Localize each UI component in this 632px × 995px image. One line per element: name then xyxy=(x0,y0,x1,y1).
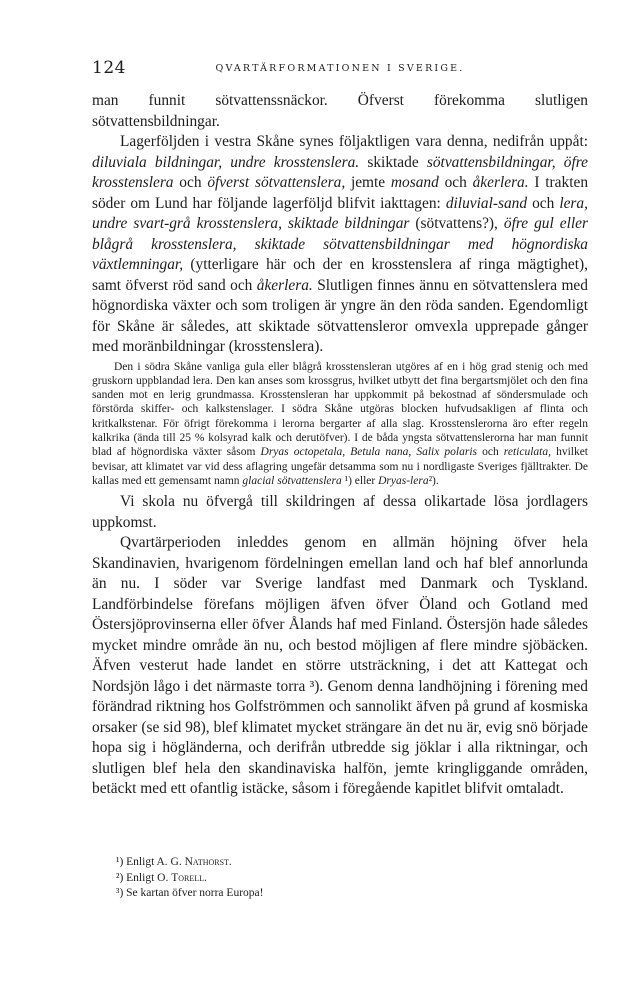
para2-italic-p: öfre gul eller blågrå krosstenslera, skiktade sötvattensbildningar med högnordiska växtlemningar, xyxy=(92,215,588,273)
footnote-3 xyxy=(116,886,576,902)
note-italic-j: Dryas-lera xyxy=(378,474,429,487)
note-italic-c: Dryas octopetala, Betula nana, Salix polaris xyxy=(260,446,477,459)
para2-italic-j: åkerlera. xyxy=(472,174,529,191)
footnote-text: Enligt A. G. xyxy=(126,856,182,868)
note-ref-k: ²). xyxy=(428,474,439,487)
small-print-note xyxy=(92,360,588,489)
para2-text-a: Lagerföljden i vestra Skåne synes följaktligen vara denna, nedifrån uppåt: xyxy=(120,133,588,150)
para2-text-i: och xyxy=(444,174,467,191)
para2-text-c: skiktade xyxy=(367,153,419,171)
para2-italic-b: diluviala bildningar, undre krosstenslera. xyxy=(92,153,360,171)
para2-italic-f: öfverst sötvattenslera, xyxy=(207,174,346,191)
para2-text-k: I trakten söder om Lund har följande lagerföljd blifvit iakttagen: xyxy=(92,174,589,212)
para2-italic-l: diluvial-sand xyxy=(445,194,528,212)
note-ref-h: ¹) xyxy=(344,474,352,487)
page-number: 124 xyxy=(92,58,126,78)
footnote-2 xyxy=(116,871,576,887)
footnote-mark: ³) xyxy=(116,887,124,899)
note-text-b: kolsyrad kalk och derutöfver). I de båda yngsta sötvattenslerorna har man funnit blad af högnordiska växter såsom xyxy=(92,431,588,459)
footnotes xyxy=(116,855,576,902)
para2-italic-h: mosand xyxy=(390,174,439,191)
paragraph-3: Vi skola nu öfvergå till skildringen af dessa olikartade lösa jordlagers uppkomst. xyxy=(92,493,588,531)
para2-text-e: och xyxy=(179,174,202,191)
footnote-1 xyxy=(116,855,576,871)
para2-text-m: och xyxy=(532,194,555,212)
footnote-mark: ²) xyxy=(116,871,124,884)
note-italic-g: glacial sötvattenslera xyxy=(242,474,342,487)
footnote-text: Se kartan öfver norra Europa! xyxy=(126,887,264,899)
para2-text-g: jemte xyxy=(350,174,386,191)
paragraph-2 xyxy=(92,132,588,358)
note-text-d: och xyxy=(482,446,499,459)
paragraph-4: Qvartärperioden inleddes genom en allmän höjning öfver hela Skandinavien, hvarigenom fördelningen emellan land och haf blef annorlunda än nu. I söder var Sverige landfast med Danmark och Tyskland. Landförbindelse förefans möjligen äfven öfver Öland och Gotland med Östersjöprovinserna eller öfver Ålands haf med Finland. Östersjön hade således mycket mindre område än nu, och bestod möjligen af flere mindre sjöbäcken. Äfven vesterut hade landet en större utsträckning, i det att Kattegat och Nordsjön lågo i det närmaste torra ³). Genom denna landhöjning i förening med förändrad riktning hos Golfströmmen och sannolikt äfven på grund af kosmiska orsaker (se sid 98), blef klimatet mycket strängare än det nu är, evig snö började hopa sig i högländerna, och derifrån utbredde sig jöklar i alla riktningar, och slutligen blef hela den skandinaviska halfön, jemte kringliggande områden, betäckt med ett ofantlig istäcke, såsom i föregående kapitlet blifvit omtaladt. xyxy=(92,534,588,798)
para2-italic-d: sötvattensbildningar, öfre krosstenslera xyxy=(92,153,588,191)
page-body xyxy=(92,91,588,800)
note-text-a: Den i södra Skåne vanliga gula eller blågrå krosstensleran utgöres af en i hög grad stenig och med gruskorn uppblandad lera. Den kan anses som krossgrus, hvilket utbytt det fina bergartsmjölet och den fina sanden mot en lerig grundmassa. Krosstensleran har uppkommit på bekostnad af söndersmulade och förstörda skiffer- och kalkstenslager. I södra Skåne utgöras blocken hufvudsakligen af flinta och kritkalkstenar. För öfrigt förekomma i lerorna bergarter af alla slag. Krosstenslerorna äro efter regeln kalkrika (ända till 25 % xyxy=(92,360,588,444)
footnote-mark: ¹) xyxy=(116,856,124,868)
para2-text-s: Slutligen finnes ännu en sötvattenslera med högnordiska växter och som troligen är yngre än den röda sanden. Egendomligt för Skåne är således, att skiktade sötvattensleror omvexla upprepade gånger med moränbildningar (krosstenslera). xyxy=(92,276,588,355)
footnote-author: Torell. xyxy=(171,871,207,884)
paragraph-1: man funnit sötvattenssnäckor. Öfverst förekomma slutligen sötvattensbildningar. xyxy=(92,92,588,130)
note-text-i: eller xyxy=(354,474,376,487)
para2-italic-n: lera, undre svart-grå krosstenslera, skiktade bildningar xyxy=(92,194,588,232)
para2-text-q: (ytterligare här och der en krosstenslera af ringa mägtighet), samt öfverst röd sand och xyxy=(92,256,588,294)
footnote-author: Nathorst. xyxy=(184,856,232,868)
note-text-f: hvilket bevisar, att klimatet var vid dess aflagring ungefär detsamma som nu i nordligaste Sveriges fjälltrakter. De kallas med ett gemensamt namn xyxy=(92,446,589,487)
footnote-text: Enligt O. xyxy=(126,871,169,884)
running-title: QVARTÄRFORMATIONEN I SVERIGE. xyxy=(215,63,465,74)
para2-italic-r: åkerlera. xyxy=(256,276,313,294)
page-header xyxy=(92,58,588,80)
para2-text-o: (sötvattens?), xyxy=(415,215,498,232)
note-italic-e: reticulata, xyxy=(503,446,551,459)
